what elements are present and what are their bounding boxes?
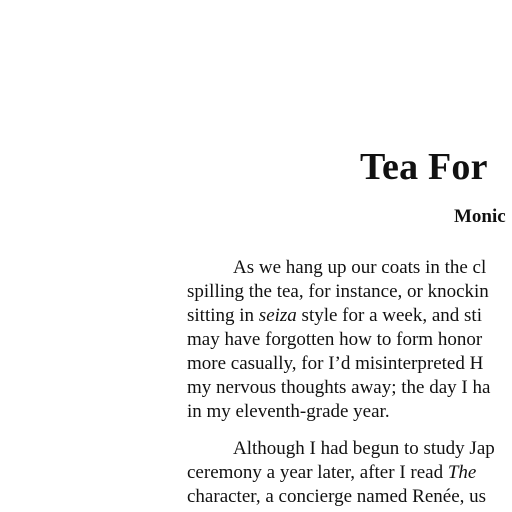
paragraph-line: may have forgotten how to form honor — [187, 329, 483, 350]
paragraph-line — [187, 306, 482, 325]
text-run: style for a week, and sti — [296, 305, 482, 326]
italic-term: seiza — [258, 305, 297, 326]
paragraph-line: more casually, for I’d misinterpreted H — [187, 353, 484, 374]
paragraph-line: spilling the tea, for instance, or knockin — [187, 281, 489, 302]
paragraph-line — [187, 463, 476, 482]
paragraph-line: in my eleventh-grade year. — [187, 401, 390, 422]
document-title: Tea For — [360, 146, 488, 188]
paragraph-line: character, a concierge named Renée, us — [187, 486, 487, 507]
text-run: sitting in — [187, 305, 259, 326]
paragraph-line: my nervous thoughts away; the day I ha — [187, 377, 491, 398]
paragraph-line: Although I had begun to study Jap — [233, 438, 495, 459]
italic-title: The — [447, 462, 477, 483]
text-run: ceremony a year later, after I read — [187, 462, 448, 483]
document-author: Monic — [454, 206, 506, 227]
paragraph-line: As we hang up our coats in the cl — [233, 257, 487, 278]
